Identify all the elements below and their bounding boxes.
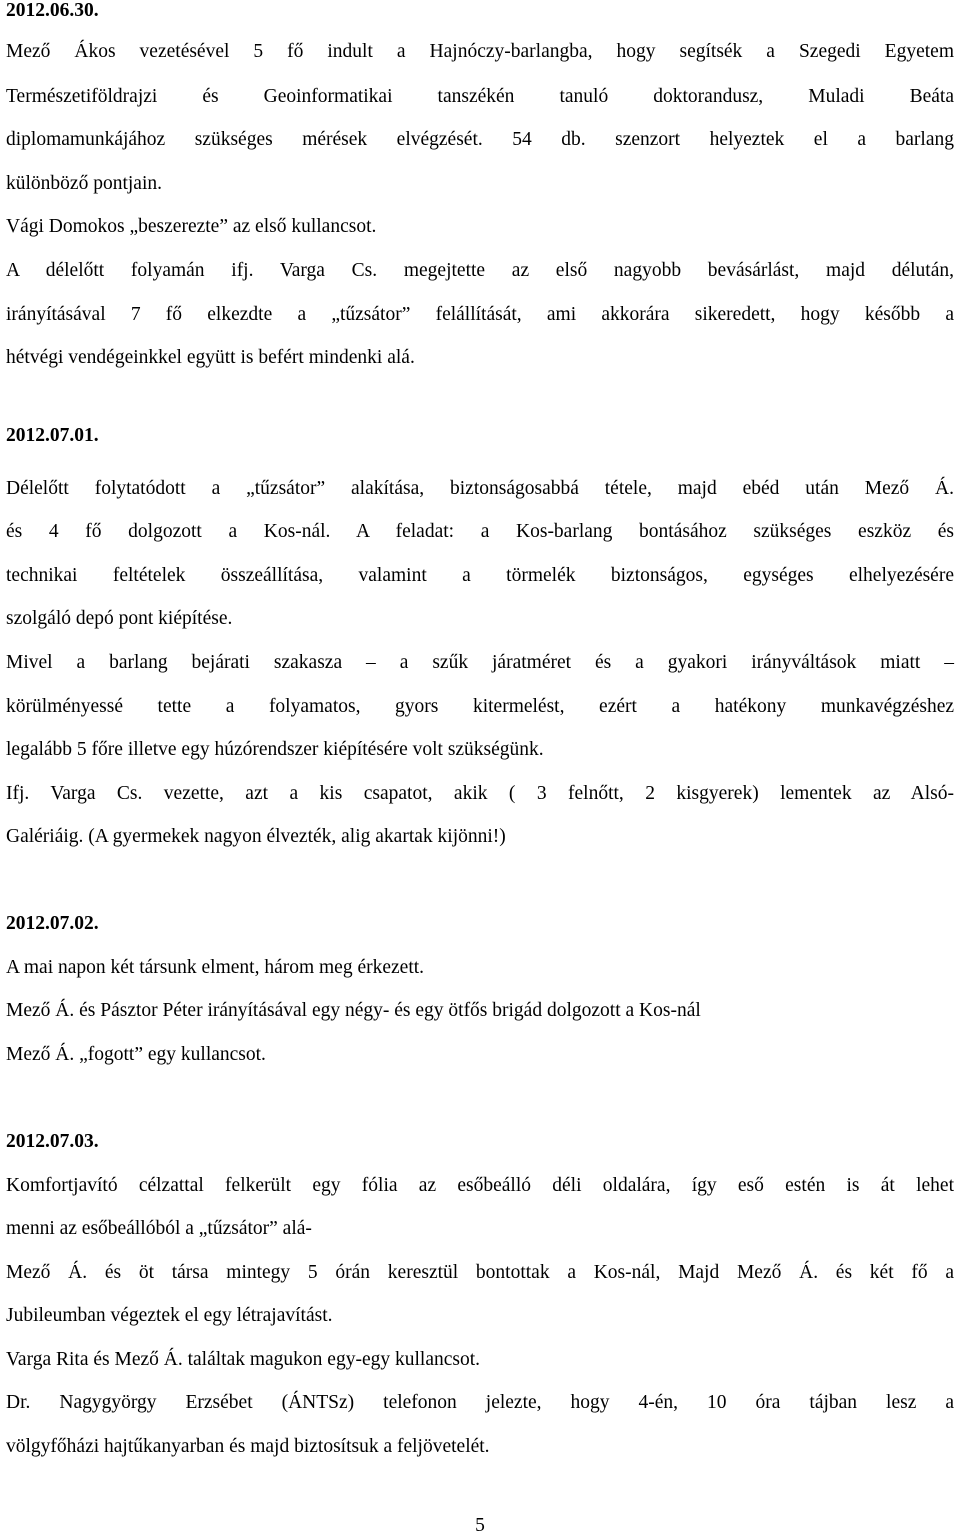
text-line: Dr. Nagygyörgy Erzsébet (ÁNTSz) telefonon jelezte, hogy 4-én, 10 óra tájban lesz a	[6, 1392, 954, 1413]
text-line: Jubileumban végeztek el egy létrajavítást.	[6, 1305, 333, 1326]
text-line: A mai napon két társunk elment, három meg érkezett.	[6, 957, 425, 978]
text-line: körülményessé tette a folyamatos, gyors kitermelést, ezért a hatékony munkavégzéshez	[6, 696, 954, 717]
text-line: Mező Ákos vezetésével 5 fő indult a Hajnóczy-barlangba, hogy segítsék a Szegedi Egyetem	[6, 41, 954, 62]
text-line: legalább 5 főre illetve egy húzórendszer kiépítésére volt szükségünk.	[6, 739, 544, 760]
text-line: Mivel a barlang bejárati szakasza – a szűk járatméret és a gyakori irányváltások miatt –	[6, 652, 954, 673]
text-line: Délelőtt folytatódott a „tűzsátor” alakítása, biztonságosabbá tétele, majd ebéd után Mező Á.	[6, 478, 954, 499]
entry-date: 2012.07.02.	[6, 913, 99, 934]
text-line: Vági Domokos „beszerezte” az első kullancsot.	[6, 216, 377, 237]
text-line: diplomamunkájához szükséges mérések elvégzését. 54 db. szenzort helyeztek el a barlang	[6, 129, 954, 150]
text-line: Mező Á. és öt társa mintegy 5 órán keresztül bontottak a Kos-nál, Majd Mező Á. és két fő a	[6, 1262, 954, 1283]
entry-date: 2012.07.01.	[6, 425, 99, 446]
text-line: Természetiföldrajzi és Geoinformatikai tanszékén tanuló doktorandusz, Muladi Beáta	[6, 86, 954, 107]
text-line: különböző pontjain.	[6, 173, 162, 194]
text-line: Galériáig. (A gyermekek nagyon élvezték, alig akartak kijönni!)	[6, 826, 506, 847]
text-line: Komfortjavító célzattal felkerült egy fólia az esőbeálló déli oldalára, így eső estén is át lehet	[6, 1175, 954, 1196]
text-line: Mező Á. „fogott” egy kullancsot.	[6, 1044, 266, 1065]
text-line: hétvégi vendégeinkkel együtt is befért mindenki alá.	[6, 347, 415, 368]
text-line: és 4 fő dolgozott a Kos-nál. A feladat: a Kos-barlang bontásához szükséges eszköz és	[6, 521, 954, 542]
text-line: völgyfőházi hajtűkanyarban és majd biztosítsuk a feljövetelét.	[6, 1436, 490, 1457]
page-number: 5	[475, 1515, 485, 1536]
text-line: menni az esőbeállóból a „tűzsátor” alá-	[6, 1218, 312, 1239]
text-line: Mező Á. és Pásztor Péter irányításával egy négy- és egy ötfős brigád dolgozott a Kos-nál	[6, 1000, 701, 1021]
text-line: irányításával 7 fő elkezdte a „tűzsátor” felállítását, ami akkorára sikeredett, hogy később a	[6, 304, 954, 325]
entry-date: 2012.07.03.	[6, 1131, 99, 1152]
text-line: Varga Rita és Mező Á. találtak magukon egy-egy kullancsot.	[6, 1349, 481, 1370]
text-line: szolgáló depó pont kiépítése.	[6, 608, 233, 629]
text-line: technikai feltételek összeállítása, valamint a törmelék biztonságos, egységes elhelyezésére	[6, 565, 954, 586]
text-line: A délelőtt folyamán ifj. Varga Cs. megejtette az első nagyobb bevásárlást, majd délután,	[6, 260, 954, 281]
entry-date: 2012.06.30.	[6, 0, 99, 21]
text-line: Ifj. Varga Cs. vezette, azt a kis csapatot, akik ( 3 felnőtt, 2 kisgyerek) lementek az Alsó-	[6, 783, 954, 804]
